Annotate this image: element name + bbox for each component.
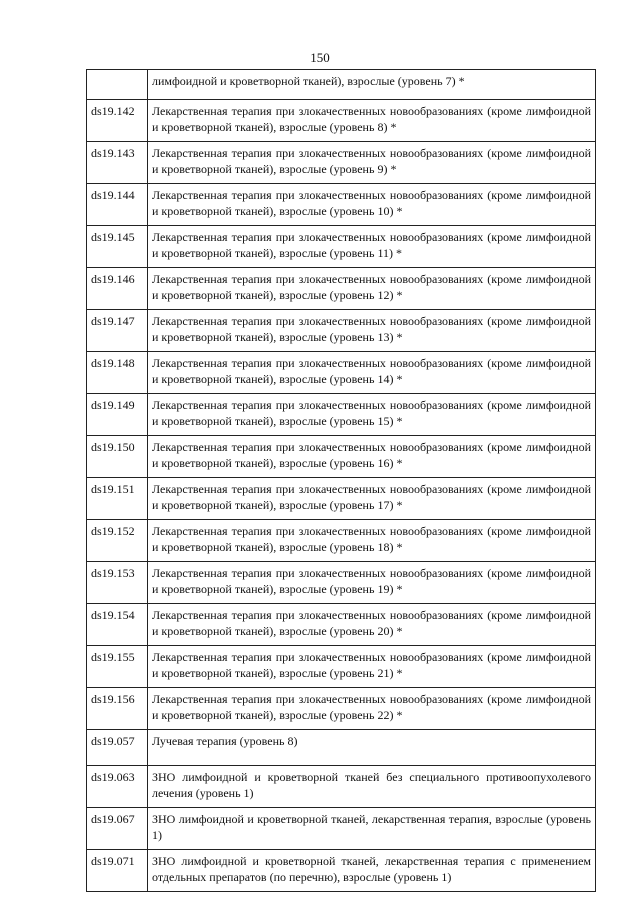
row-description: Лекарственная терапия при злокачественных новообразованиях (кроме лимфоидной и кроветворной тканей), взрослые (уровень 19) *	[148, 562, 596, 604]
table-row	[87, 850, 596, 892]
table-row	[87, 808, 596, 850]
row-description: Лекарственная терапия при злокачественных новообразованиях (кроме лимфоидной и кроветворной тканей), взрослые (уровень 12) *	[148, 268, 596, 310]
table-row	[87, 766, 596, 808]
row-code: ds19.150	[87, 436, 148, 478]
row-description: Лекарственная терапия при злокачественных новообразованиях (кроме лимфоидной и кроветворной тканей), взрослые (уровень 11) *	[148, 226, 596, 268]
row-code: ds19.071	[87, 850, 148, 892]
table-row	[87, 520, 596, 562]
row-description: Лекарственная терапия при злокачественных новообразованиях (кроме лимфоидной и кроветворной тканей), взрослые (уровень 18) *	[148, 520, 596, 562]
row-description: Лекарственная терапия при злокачественных новообразованиях (кроме лимфоидной и кроветворной тканей), взрослые (уровень 10) *	[148, 184, 596, 226]
tariff-code-table	[86, 69, 596, 892]
row-code: ds19.148	[87, 352, 148, 394]
row-description: Лекарственная терапия при злокачественных новообразованиях (кроме лимфоидной и кроветворной тканей), взрослые (уровень 17) *	[148, 478, 596, 520]
row-description: Лекарственная терапия при злокачественных новообразованиях (кроме лимфоидной и кроветворной тканей), взрослые (уровень 15) *	[148, 394, 596, 436]
row-code: ds19.152	[87, 520, 148, 562]
row-code: ds19.153	[87, 562, 148, 604]
table-row	[87, 226, 596, 268]
row-code: ds19.143	[87, 142, 148, 184]
table-row	[87, 394, 596, 436]
row-code: ds19.067	[87, 808, 148, 850]
table-row	[87, 142, 596, 184]
table-row	[87, 478, 596, 520]
row-description: Лекарственная терапия при злокачественных новообразованиях (кроме лимфоидной и кроветворной тканей), взрослые (уровень 20) *	[148, 604, 596, 646]
row-description: Лекарственная терапия при злокачественных новообразованиях (кроме лимфоидной и кроветворной тканей), взрослые (уровень 21) *	[148, 646, 596, 688]
row-description: Лекарственная терапия при злокачественных новообразованиях (кроме лимфоидной и кроветворной тканей), взрослые (уровень 9) *	[148, 142, 596, 184]
row-code: ds19.149	[87, 394, 148, 436]
row-description: ЗНО лимфоидной и кроветворной тканей, лекарственная терапия с применением отдельных препаратов (по перечню), взрослые (уровень 1)	[148, 850, 596, 892]
table-row	[87, 562, 596, 604]
row-code: ds19.147	[87, 310, 148, 352]
table-row	[87, 352, 596, 394]
table-row	[87, 604, 596, 646]
page-number: 150	[310, 50, 330, 65]
table-row	[87, 646, 596, 688]
row-code: ds19.142	[87, 100, 148, 142]
row-description: Лекарственная терапия при злокачественных новообразованиях (кроме лимфоидной и кроветворной тканей), взрослые (уровень 8) *	[148, 100, 596, 142]
row-description: ЗНО лимфоидной и кроветворной тканей без специального противоопухолевого лечения (уровень 1)	[148, 766, 596, 808]
row-code: ds19.057	[87, 730, 148, 766]
table-row	[87, 268, 596, 310]
row-code: ds19.151	[87, 478, 148, 520]
row-description: Лекарственная терапия при злокачественных новообразованиях (кроме лимфоидной и кроветворной тканей), взрослые (уровень 16) *	[148, 436, 596, 478]
row-description: ЗНО лимфоидной и кроветворной тканей, лекарственная терапия, взрослые (уровень 1)	[148, 808, 596, 850]
row-description: Лекарственная терапия при злокачественных новообразованиях (кроме лимфоидной и кроветворной тканей), взрослые (уровень 22) *	[148, 688, 596, 730]
row-code: ds19.145	[87, 226, 148, 268]
row-description: лимфоидной и кроветворной тканей), взрослые (уровень 7) *	[148, 70, 596, 100]
row-code: ds19.146	[87, 268, 148, 310]
table-row	[87, 688, 596, 730]
row-description: Лекарственная терапия при злокачественных новообразованиях (кроме лимфоидной и кроветворной тканей), взрослые (уровень 13) *	[148, 310, 596, 352]
row-code: ds19.156	[87, 688, 148, 730]
table-row	[87, 184, 596, 226]
table-row	[87, 310, 596, 352]
row-code: ds19.155	[87, 646, 148, 688]
table-row	[87, 436, 596, 478]
table-row	[87, 70, 596, 100]
table-row	[87, 100, 596, 142]
row-code: ds19.063	[87, 766, 148, 808]
row-description: Лучевая терапия (уровень 8)	[148, 730, 596, 766]
row-code: ds19.144	[87, 184, 148, 226]
row-code	[87, 70, 148, 100]
row-description: Лекарственная терапия при злокачественных новообразованиях (кроме лимфоидной и кроветворной тканей), взрослые (уровень 14) *	[148, 352, 596, 394]
table-row	[87, 730, 596, 766]
row-code: ds19.154	[87, 604, 148, 646]
